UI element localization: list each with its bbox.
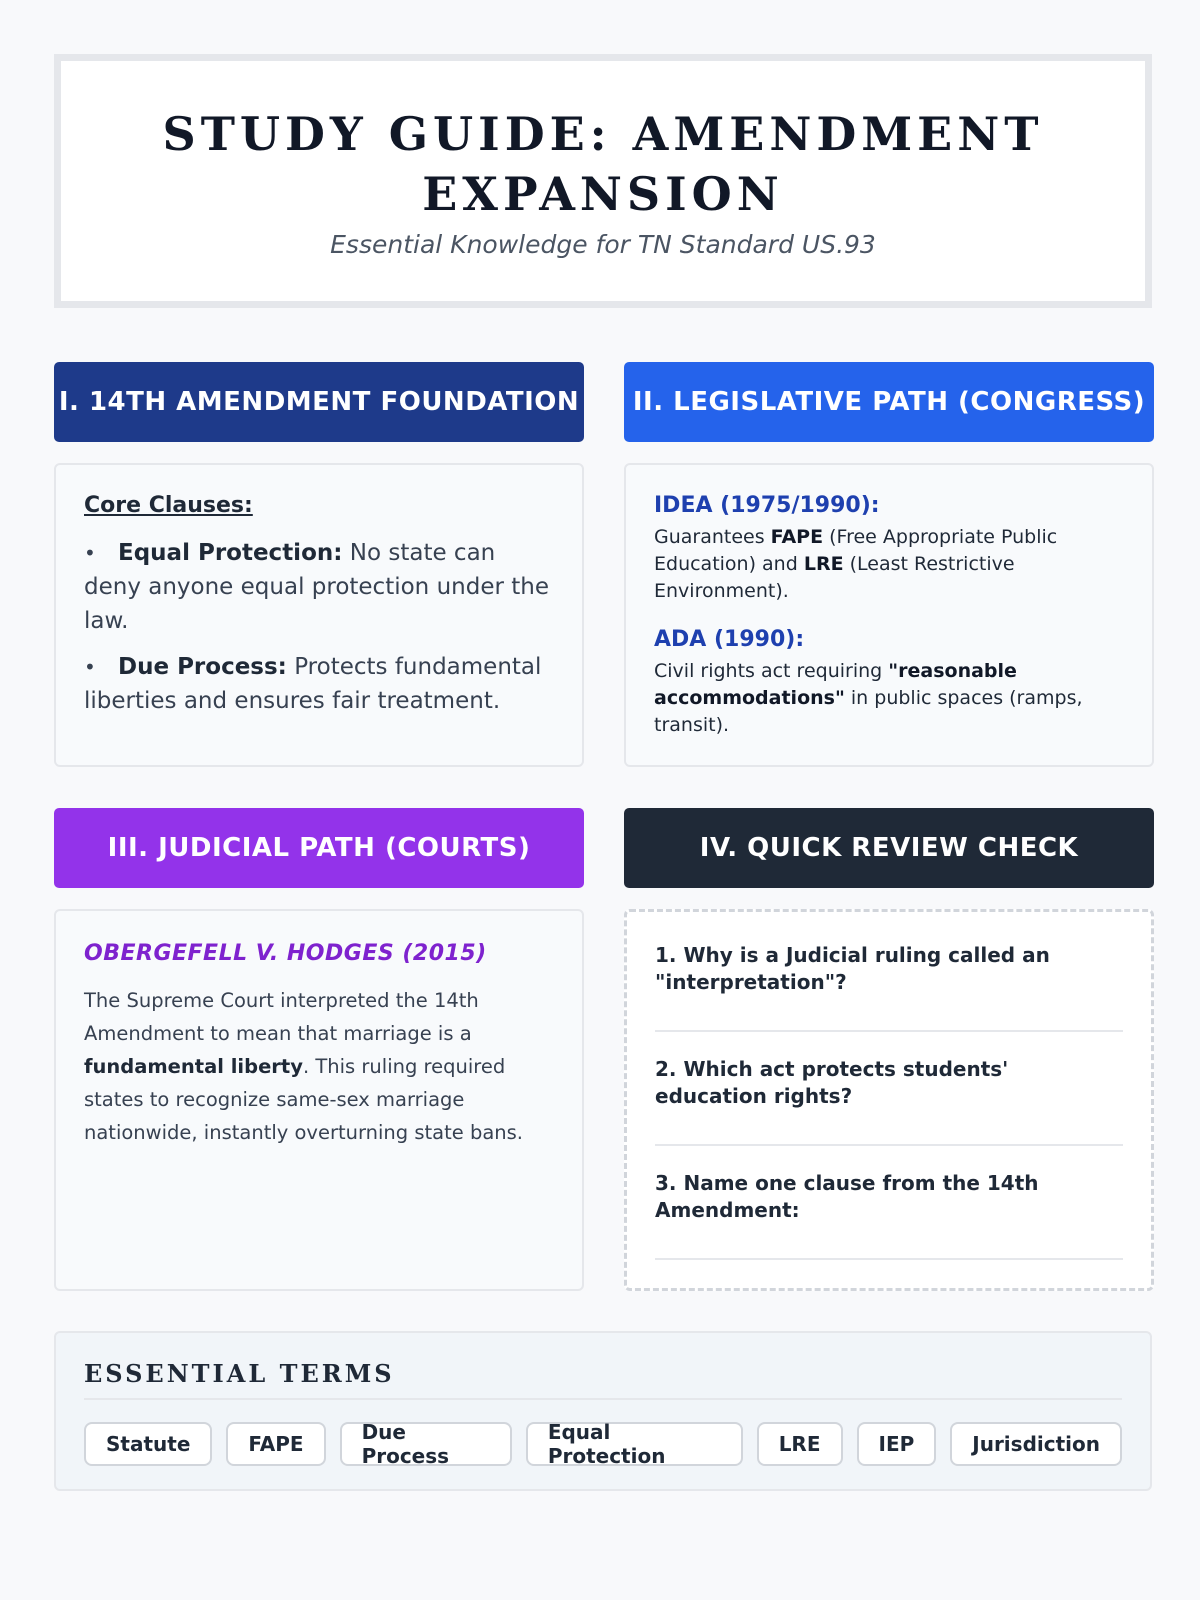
section-heading-foundation: I. 14TH AMENDMENT FOUNDATION — [54, 362, 584, 442]
page-subtitle: Essential Knowledge for TN Standard US.93 — [330, 229, 876, 259]
clause-text: No state can deny anyone equal protection under the law. — [84, 540, 549, 634]
section-heading-review: IV. QUICK REVIEW CHECK — [624, 808, 1154, 888]
term-chip: Equal Protection — [526, 1422, 743, 1466]
ada-block — [654, 627, 1124, 739]
list-item — [84, 536, 554, 638]
clause-term: Due Process: — [118, 654, 287, 680]
terms-chip-list — [84, 1422, 1122, 1466]
ada-text — [654, 658, 1124, 739]
case-term: fundamental liberty — [84, 1055, 303, 1078]
judicial-card — [54, 909, 584, 1291]
term-chip: Statute — [84, 1422, 212, 1466]
review-question-1: 1. Why is a Judicial ruling called an "interpretation"? — [655, 918, 1123, 1032]
section-heading-judicial: III. JUDICIAL PATH (COURTS) — [54, 808, 584, 888]
bullet-icon: • — [84, 541, 96, 565]
clause-text: Protects fundamental liberties and ensures fair treatment. — [84, 654, 542, 714]
case-title: OBERGEFELL V. HODGES (2015) — [84, 941, 487, 966]
review-card — [624, 909, 1154, 1291]
page-header — [54, 54, 1152, 308]
core-clauses-title: Core Clauses: — [84, 493, 253, 518]
idea-term-fape: FAPE — [770, 526, 824, 548]
ada-title: ADA (1990): — [654, 627, 805, 652]
essential-terms-panel — [54, 1331, 1152, 1491]
term-chip: FAPE — [226, 1422, 325, 1466]
bullet-icon: • — [84, 655, 96, 679]
case-text-part: . This ruling required states to recognize same-sex marriage nationwide, instantly overturning state bans. — [84, 1055, 524, 1144]
case-text — [84, 984, 554, 1149]
review-question-2: 2. Which act protects students' education rights? — [655, 1032, 1123, 1146]
legislative-card — [624, 463, 1154, 767]
list-item — [84, 650, 554, 718]
foundation-card — [54, 463, 584, 767]
term-chip: LRE — [757, 1422, 843, 1466]
case-text-part: The Supreme Court interpreted the 14th Amendment to mean that marriage is a — [84, 989, 479, 1045]
idea-text-part: (Free Appropriate Public Education) and — [654, 526, 1058, 575]
idea-text-part: (Least Restrictive Environment). — [654, 553, 1015, 602]
idea-text — [654, 524, 1124, 605]
idea-text-part: Guarantees — [654, 526, 771, 548]
term-chip: IEP — [857, 1422, 937, 1466]
term-chip: Due Process — [340, 1422, 512, 1466]
review-question-3: 3. Name one clause from the 14th Amendment: — [655, 1146, 1123, 1260]
ada-term: "reasonable accommodations" — [654, 660, 1017, 709]
idea-term-lre: LRE — [803, 553, 844, 575]
ada-text-part: in public spaces (ramps, transit). — [654, 687, 1083, 736]
ada-text-part: Civil rights act requiring — [654, 660, 889, 682]
idea-title: IDEA (1975/1990): — [654, 493, 880, 518]
clause-term: Equal Protection: — [118, 540, 343, 566]
term-chip: Jurisdiction — [950, 1422, 1122, 1466]
clauses-list — [84, 536, 554, 718]
page-title: STUDY GUIDE: AMENDMENT EXPANSION — [162, 106, 1044, 221]
section-heading-legislative: II. LEGISLATIVE PATH (CONGRESS) — [624, 362, 1154, 442]
idea-block — [654, 493, 1124, 605]
essential-terms-title: ESSENTIAL TERMS — [84, 1359, 1122, 1400]
